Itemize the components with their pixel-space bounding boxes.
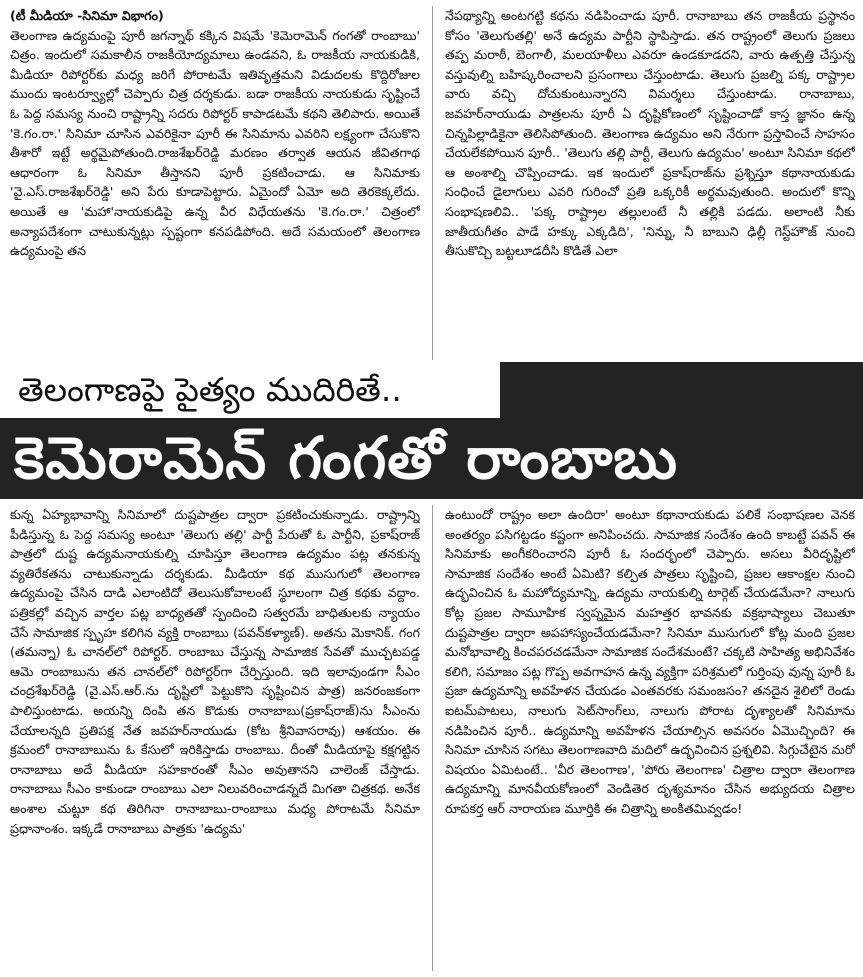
article-column-top-right (445, 6, 855, 360)
subheadline-box (0, 362, 500, 418)
article-column-top-left (10, 6, 420, 360)
article-text-top-right: నేపథ్యాన్ని అంటగట్టి కథను నడిపించాడు పూరీ. రానాబాబు తన రాజకీయ ప్రస్థానం కోసం 'తెలుగుతల్లి' అనే ఉద్యమ పార్టీని స్థాపిస్తాడు. తన రాష్ట్రంలో తెలుగు ప్రజలు తప్ప మరాఠీ, బెంగాలీ, మలయాళీలు ఎవరూ ఉండకూడదని, వారు ఉత్పత్తి చేస్తున్న వస్తువుల్ని బహిష్కరించాలని ప్రసంగాలు చేస్తుంటాడు. తెలుగు ప్రజల్ని పక్క రాష్ట్రాల వారు వచ్చి దోచుకుంటున్నారని విమర్శలు చేస్తుంటాడు. రానాబాబు, జవహర్‌నాయుడు పాత్రలను పూరీ ఏ దృష్టికోణంలో సృష్టించాడో కాస్త జ్ఞానం ఉన్న చిన్నపిల్లాడికైనా తెలిసిపోతుంది. తెలంగాణ ఉద్యమం అని నేరుగా ప్రస్తావించే సాహసం చేయలేకపోయిన పూరీ.. 'తెలుగు తల్లి పార్టీ, తెలుగు ఉద్యమం' అంటూ సినిమా కథలో ఆ అంశాల్ని చొప్పించాడు. ఇక ఇందులో ప్రకాష్‌రాజ్‌ను ప్రశ్నిస్తూ కథానాయకుడు సంధించే డైలాగులు ఎవరి గురించో ప్రతి ఒక్కరికీ అర్థమవుతుంది. అందులో కొన్ని సంభాషణలివి.. 'పక్క రాష్ట్రాల తల్లులంటే నీ తల్లికి పడదు. అలాంటి నీకు జాతీయగీతం పాడే హక్కు ఎక్కడిది', 'నిన్ను, నీ బాబుని ఢిల్లీ గెస్ట్‌హౌజ్ నుంచి తీసుకొచ్చి బట్టలూడదీసి కొడితే ఎలా (445, 8, 855, 259)
article-text-top-left: తెలంగాణ ఉద్యమంపై పూరీ జగన్నాథ్ కక్కిన విషమే 'కెమెరామెన్ గంగతో రాంబాబు' చిత్రం. ఇందులో సమకాలీన రాజకీయోద్యమాలు ఉండవని, ఓ రాజకీయ నాయకుడికి, మీడియా రిపోర్టర్‌కు మధ్య జరిగే పోరాటమే ఇతివృత్తమని విడుదలకు కొద్దిరోజుల ముందు ఇంటర్వ్యూల్లో చెప్పారు చిత్ర దర్శకుడు. బడా రాజకీయ నాయకుడు సృష్టించే ఓ పెద్ద సమస్య నుంచి రాష్ట్రాన్ని సదరు రిపోర్టర్ కాపాడటమే కథని తెలిపారు. అయితే 'కె.గం.రా.' సినిమా చూసిన ఎవరికైనా పూరీ ఈ సినిమాను ఎవరిని లక్ష్యంగా చేసుకొని తీశారో ఇట్టే అర్థమైపోతుంది.రాజశేఖర్‌రెడ్డి మరణం తర్వాత ఆయన జీవితగాథ ఆధారంగా ఓ సినిమా తీస్తానని పూరీ ప్రకటించాడు. ఆ సినిమాకు 'వై.ఎస్.రాజశేఖర్‌రెడ్డి' అని పేరు కూడాపెట్టారు. ఏమైందో ఏమో అది తెరకెక్కలేదు. అయితే ఆ 'మహా'నాయకుడిపై ఉన్న వీర విధేయతను 'కె.గం.రా.' చిత్రంలో అన్యాపదేశంగా చాటుకున్నట్లు స్పష్టంగా కనపడిపోంది. అదే సమయంలో తెలంగాణ ఉద్యమంపై తన (10, 27, 420, 259)
column-divider-bottom (432, 505, 433, 971)
article-column-bottom-right (445, 505, 855, 971)
article-text-bottom-right: ఉంటుందో రాష్ట్రం అలా ఉందిరా' అంటూ కథానాయకుడు పలికే సంభాషణల వెనక అంతర్యం పసిగట్టడం కష్టంగా అనిపించదు. సామాజిక సందేశం ఉంది కాబట్టే పవన్ ఈ సినిమాకు అంగీకరించారని పూరీ ఓ సందర్భంలో చెప్పారు. అసలు వీరిదృష్టిలో సామాజిక సందేశం అంటే ఏమిటి? కల్పిత పాత్రలు సృష్టించి, ప్రజల ఆకాంక్షల నుంచి ఉద్భవించిన ఓ మహోద్యమాన్ని, ఉద్యమ నాయకుల్ని టార్గెట్ చేయడమేనా? నాలుగు కోట్ల ప్రజల సామూహిక స్వప్నమైన మహత్తర భావనకు వక్రభాష్యాలు చెబుతూ దుష్టపాత్రల ద్వారా అపహాస్యంచేయడమేనా? సినిమా ముసుగులో కోట్ల మంది ప్రజల మనోభావాల్ని కించపరచడమేనా సామాజిక సందేశమంటే? చక్కటి సాహిత్య అభినివేశం కలిగి, సమాజం పట్ల గొప్ప అవగాహన ఉన్న వ్యక్తిగా పరిశ్రమలో గుర్తింపు వున్న పూరీ ఓ ప్రజా ఉద్యమాన్ని అవహేళన చేయడం ఎంతవరకు సమంజసం? తనదైన శైలిలో రెండు ఐటమ్‌పాటలు, నాలుగు సెట్‌సాంగ్‌లు, నాలుగు పోరాట దృశ్యాలతో సినిమాను నడిపించిన పూరీ.. ఉద్యమాన్ని అవహేళన చేయాల్సిన అవసరం ఏమొచ్చింది? ఈ సినిమా చూసిన సగటు తెలంగాణవాది మదిలో ఉద్భవించిన ప్రశ్నలివి. సిగ్గుచేటైన మరో విషయం ఏమిటంటే.. 'వీర తెలంగాణ', 'పోరు తెలంగాణ' చిత్రాల ద్వారా తెలంగాణ ఉద్యమాన్ని మానవీయకోణంలో వెండితెర దృశ్యమానం చేసిన అభ్యుదయ చిత్రాల రూపకర్త ఆర్ నారాయణ మూర్తికి ఈ చిత్రాన్ని అంకితమివ్వడం! (445, 507, 855, 816)
subheadline: తెలంగాణపై పైత్యం ముదిరితే.. (18, 370, 402, 409)
headline-banner (0, 362, 863, 499)
article-kicker: (టీ మీడియా -సినిమా విభాగం) (10, 8, 164, 23)
column-divider-top (432, 6, 433, 360)
article-column-bottom-left (10, 505, 420, 971)
article-text-bottom-left: కున్న ఏహ్యభావాన్ని సినిమాలో దుష్టపాత్రల ద్వారా ప్రకటించుకున్నాడు. రాష్ట్రాన్ని పీడిస్తున్న ఓ పెద్ద సమస్య అంటూ 'తెలుగు తల్లి' పార్టీ పేరుతో ఓ పార్టీని, ప్రకాష్‌రాజ్ పాత్రలో దుష్ట ఉద్యమనాయకుల్ని చూపిస్తూ తెలంగాణ ఉద్యమం పట్ల తనకున్న వ్యతిరేకతను చాటుకున్నాడు దర్శకుడు. మీడియా కథ ముసుగులో తెలంగాణ ఉద్యమంపై చేసిన దాడి ఎలాంటిదో తెలుసుకోవాలంటే స్థూలంగా చిత్ర కథకు వద్దాం. పత్రికల్లో వచ్చిన వార్తల పట్ల బాధ్యతతో స్పందించి సత్వరమే బాధితులకు న్యాయం చేసే సామాజిక స్పృహ కలిగిన వ్యక్తి రాంబాబు (పవన్‌కళ్యాణ్). అతను మెకానిక్. గంగ (తమన్నా) ఓ చానల్‌లో రిపోర్టర్. రాంబాబు చేస్తున్న సామాజిక సేవతో ముచ్చటపడ్డ ఆమె రాంబాబును తన చానల్‌లో రిపోర్టర్‌గా చేర్పిస్తుంది. ఇది ఇలావుండగా సీఎం చంద్రశేఖర్‌రెడ్డి (వై.ఎస్.ఆర్.ను దృష్టిలో పెట్టుకొని సృష్టించిన పాత్ర) జనరంజకంగా పాలిస్తుంటాడు. అయన్ని దింపి తన కొడుకు రానాబాబు(ప్రకాష్‌రాజ్)ను సీఎంను చేయాలన్నది ప్రతిపక్ష నేత జవహర్‌నాయుడు (కోట శ్రీనివాసరావు) ఆశయం. ఈ క్రమంలో రానాబాబును ఓ కేసులో ఇరికిస్తాడు రాంబాబు. దీంతో మీడియాపై కక్షగట్టిన రానాబాబు అదే మీడియా సహకారంతో సీఎం అవుతానని చాలెంజ్ చేస్తాడు. రానాబాబు సీఎం కాకుండా రాంబాబు ఎలా నిలువరించాడన్నదే మిగతా చిత్రకథ. అనేక అంశాల చుట్టూ కథ తిరిగినా రానాబాబు-రాంబాబు మధ్య పోరాటమే సినిమా ప్రధానాంశం. ఇక్కడే రానాబాబు పాత్రకు 'ఉద్యమ' (10, 507, 420, 836)
headline: కెమెరామెన్ గంగతో రాంబాబు (14, 424, 678, 492)
